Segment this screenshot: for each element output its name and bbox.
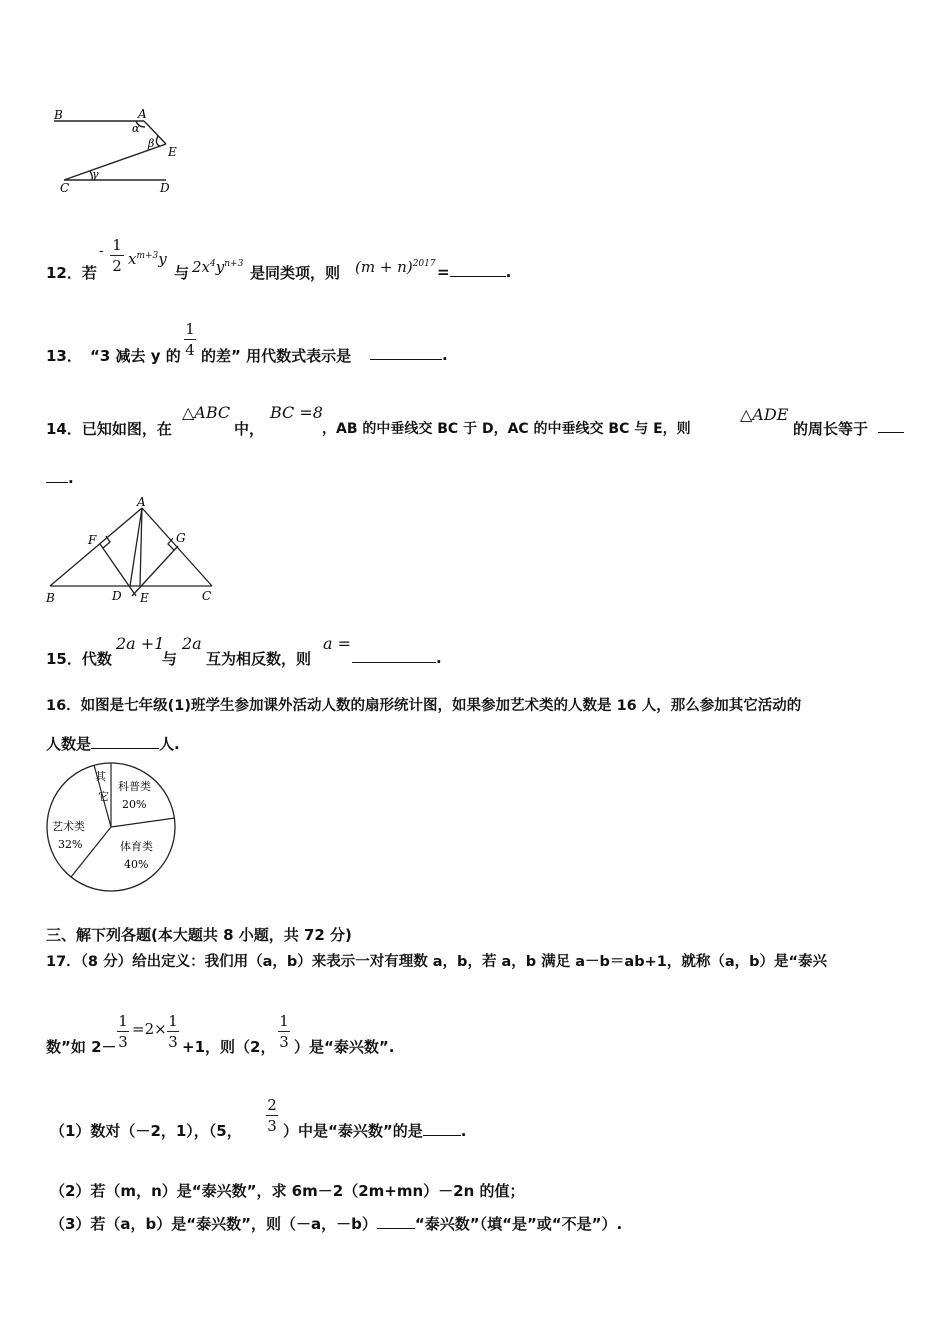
- fig14-label-f: F: [88, 533, 97, 547]
- q12-term2-2x: 2x: [192, 258, 211, 276]
- q17-sub1-end: .: [460, 1122, 467, 1140]
- pie-label-kepu: 科普类: [118, 780, 151, 793]
- q17-f1-bar: [117, 1031, 129, 1032]
- q12-term1-y: y: [158, 250, 167, 268]
- q14-tail: 的周长等于: [793, 420, 869, 438]
- q13-fraction: [184, 320, 196, 359]
- q12-frac-bar: [110, 255, 124, 256]
- q17-line2-a: 数”如 2－: [46, 1038, 117, 1056]
- side-ab: [50, 508, 142, 586]
- q12-expr: [355, 258, 436, 276]
- pie-label-other-1: 其: [95, 770, 106, 783]
- q15-text: 互为相反数，则: [206, 650, 312, 668]
- q12-answer-blank[interactable]: [437, 262, 511, 281]
- q17-f2-den: 3: [168, 1033, 178, 1051]
- q15-end: .: [436, 649, 442, 667]
- q17-f1-den: 3: [118, 1033, 128, 1051]
- q15-blank-line[interactable]: [352, 648, 436, 663]
- q17-frac-3: [278, 1012, 290, 1051]
- q12-term1-sup: m+3: [136, 251, 159, 261]
- fig14-label-g: G: [176, 531, 186, 545]
- label-b: B: [54, 108, 63, 122]
- q17-sub1-num: 2: [267, 1096, 277, 1114]
- q13-frac-den: 4: [185, 341, 195, 359]
- q14-bc: BC =8: [270, 403, 323, 422]
- q16-line2-start: 人数是: [46, 735, 92, 753]
- q17-frac-2: [167, 1012, 179, 1051]
- pie-label-tiyu: 体育类: [120, 840, 153, 853]
- label-d: D: [160, 181, 170, 195]
- q14-blank-line-1[interactable]: [878, 418, 904, 433]
- q17-f3-num: 1: [279, 1012, 289, 1030]
- fig14-label-a: A: [137, 495, 146, 509]
- q12-eq: =: [437, 263, 450, 281]
- q17-frac-1: [117, 1012, 129, 1051]
- q17-f1-num: 1: [118, 1012, 128, 1030]
- q12-expr-sup: 2017: [412, 259, 436, 269]
- q14-tri-abc: △ABC: [182, 403, 231, 422]
- label-e: E: [168, 145, 177, 159]
- q13-number: 13．: [46, 347, 82, 365]
- q12-mid: 与: [174, 264, 190, 282]
- q17-sub1-blank[interactable]: [423, 1121, 461, 1136]
- q16-line1: 16．如图是七年级(1)班学生参加课外活动人数的扇形统计图，如果参加艺术类的人数是 16 人，那么参加其它活动的: [46, 698, 802, 714]
- q17-sub1-b[interactable]: [283, 1120, 466, 1141]
- q17-f2-bar: [167, 1031, 179, 1032]
- q12-expr-body: (m + n): [355, 258, 413, 276]
- q17-sub2: （2）若（m，n）是“泰兴数”，求 6m－2（2m+mn）－2n 的值；: [50, 1182, 525, 1200]
- label-a: A: [138, 107, 147, 121]
- pie-pct-yishu: 32%: [58, 838, 83, 851]
- q12-text2: 是同类项，则: [250, 264, 341, 282]
- q12-term1-x: x: [128, 250, 137, 268]
- q15-number: 15．代数: [46, 650, 112, 668]
- q17-sub3-blank[interactable]: [377, 1214, 415, 1229]
- q14-mid: 中，: [234, 420, 265, 438]
- q12-minus: -: [99, 244, 104, 259]
- q17-f3-bar: [278, 1031, 290, 1032]
- q12-frac-den: 2: [112, 257, 122, 275]
- q17-sub3[interactable]: [50, 1213, 622, 1234]
- q13-quote-end: 的差” 用代数式表示是: [201, 347, 352, 365]
- q12-term1: [128, 250, 167, 268]
- q17-sub1-text: ）中是“泰兴数”的是: [283, 1122, 423, 1140]
- q17-sub1-a: （1）数对（－2，1），（5，: [50, 1122, 242, 1140]
- q17-sub3-a: （3）若（a，b）是“泰兴数”，则（－a，－b）: [50, 1215, 377, 1233]
- q13-frac-bar: [184, 339, 196, 340]
- fig14-label-c: C: [202, 589, 212, 603]
- q12-number: 12．若: [46, 264, 97, 282]
- figure-triangle-perpendicular-bisectors: [40, 494, 230, 606]
- q17-line2-b: +1，则（2，: [182, 1038, 276, 1056]
- q15-var: a =: [323, 634, 352, 653]
- q14-end: .: [68, 469, 74, 487]
- q12-end: .: [505, 263, 512, 281]
- q13-frac-num: 1: [185, 320, 195, 338]
- pie-label-yishu: 艺术类: [52, 820, 85, 833]
- q12-term2-y: y: [215, 258, 225, 276]
- fig14-label-d: D: [112, 589, 122, 603]
- q16-blank-line[interactable]: [91, 734, 159, 749]
- fig14-label-b: B: [46, 591, 55, 605]
- q17-eq2: =2×: [132, 1020, 167, 1038]
- q15-mid: 与: [162, 650, 178, 668]
- q17-line2-c: ）是“泰兴数”.: [294, 1038, 395, 1056]
- q17-sub1-frac: [266, 1096, 278, 1135]
- pie-divider-right: [111, 818, 175, 827]
- q17-sub3-b: “泰兴数”（填“是”或“不是”）.: [414, 1215, 623, 1233]
- label-alpha: α: [132, 122, 140, 135]
- q17-f2-num: 1: [168, 1012, 178, 1030]
- q17-f3-den: 3: [279, 1033, 289, 1051]
- pie-label-other-2: 它: [98, 790, 109, 803]
- label-beta: β: [148, 137, 155, 150]
- q17-sub1-bar: [266, 1115, 278, 1116]
- q14-answer-blank-2[interactable]: [46, 468, 74, 487]
- q12-fraction: [110, 236, 124, 275]
- pie-pct-kepu: 20%: [122, 798, 147, 811]
- q14-tri-ade: △ADE: [740, 405, 789, 424]
- q15-answer-blank[interactable]: [352, 648, 442, 667]
- label-gamma: γ: [92, 168, 99, 181]
- q17-sub1-den: 3: [267, 1117, 277, 1135]
- q14-text: ，AB 的中垂线交 BC 于 D，AC 的中垂线交 BC 与 E，则: [322, 421, 691, 437]
- q14-blank-line-2[interactable]: [46, 468, 68, 483]
- section-3-title: 三、解下列各题(本大题共 8 小题，共 72 分): [46, 926, 352, 944]
- label-c: C: [60, 181, 70, 195]
- q12-blank-line[interactable]: [450, 262, 506, 277]
- q13-end: .: [442, 346, 448, 364]
- q17-line1: 17．（8 分）给出定义：我们用（a，b）来表示一对有理数 a，b，若 a，b 满足 a－b＝ab+1，就称（a，b）是“泰兴: [46, 954, 828, 970]
- q15-expr1: 2a +1: [116, 634, 165, 653]
- pie-divider-bottom: [71, 827, 111, 877]
- pie-chart-activities: [44, 760, 178, 894]
- q16-line2[interactable]: [46, 733, 180, 754]
- q12-frac-num: 1: [112, 236, 122, 254]
- q12-term2-sup2: n+3: [224, 259, 244, 269]
- figure-angles-parallel-lines: [40, 100, 200, 200]
- q13-answer-blank[interactable]: [370, 345, 448, 364]
- q13-blank-line[interactable]: [370, 345, 442, 360]
- right-angle-f: [103, 536, 110, 548]
- right-angle-g: [168, 538, 174, 550]
- q16-line2-end: 人.: [159, 735, 180, 753]
- q12-term2: [192, 258, 243, 276]
- fig14-label-e: E: [140, 591, 149, 605]
- bisector-ge: [132, 546, 178, 596]
- q15-expr2: 2a: [182, 634, 202, 653]
- q14-number: 14．已知如图，在: [46, 420, 172, 438]
- q12-term2-sup1: 4: [210, 259, 216, 269]
- q13-quote-start: “3 减去 y 的: [90, 347, 181, 365]
- pie-pct-tiyu: 40%: [124, 858, 149, 871]
